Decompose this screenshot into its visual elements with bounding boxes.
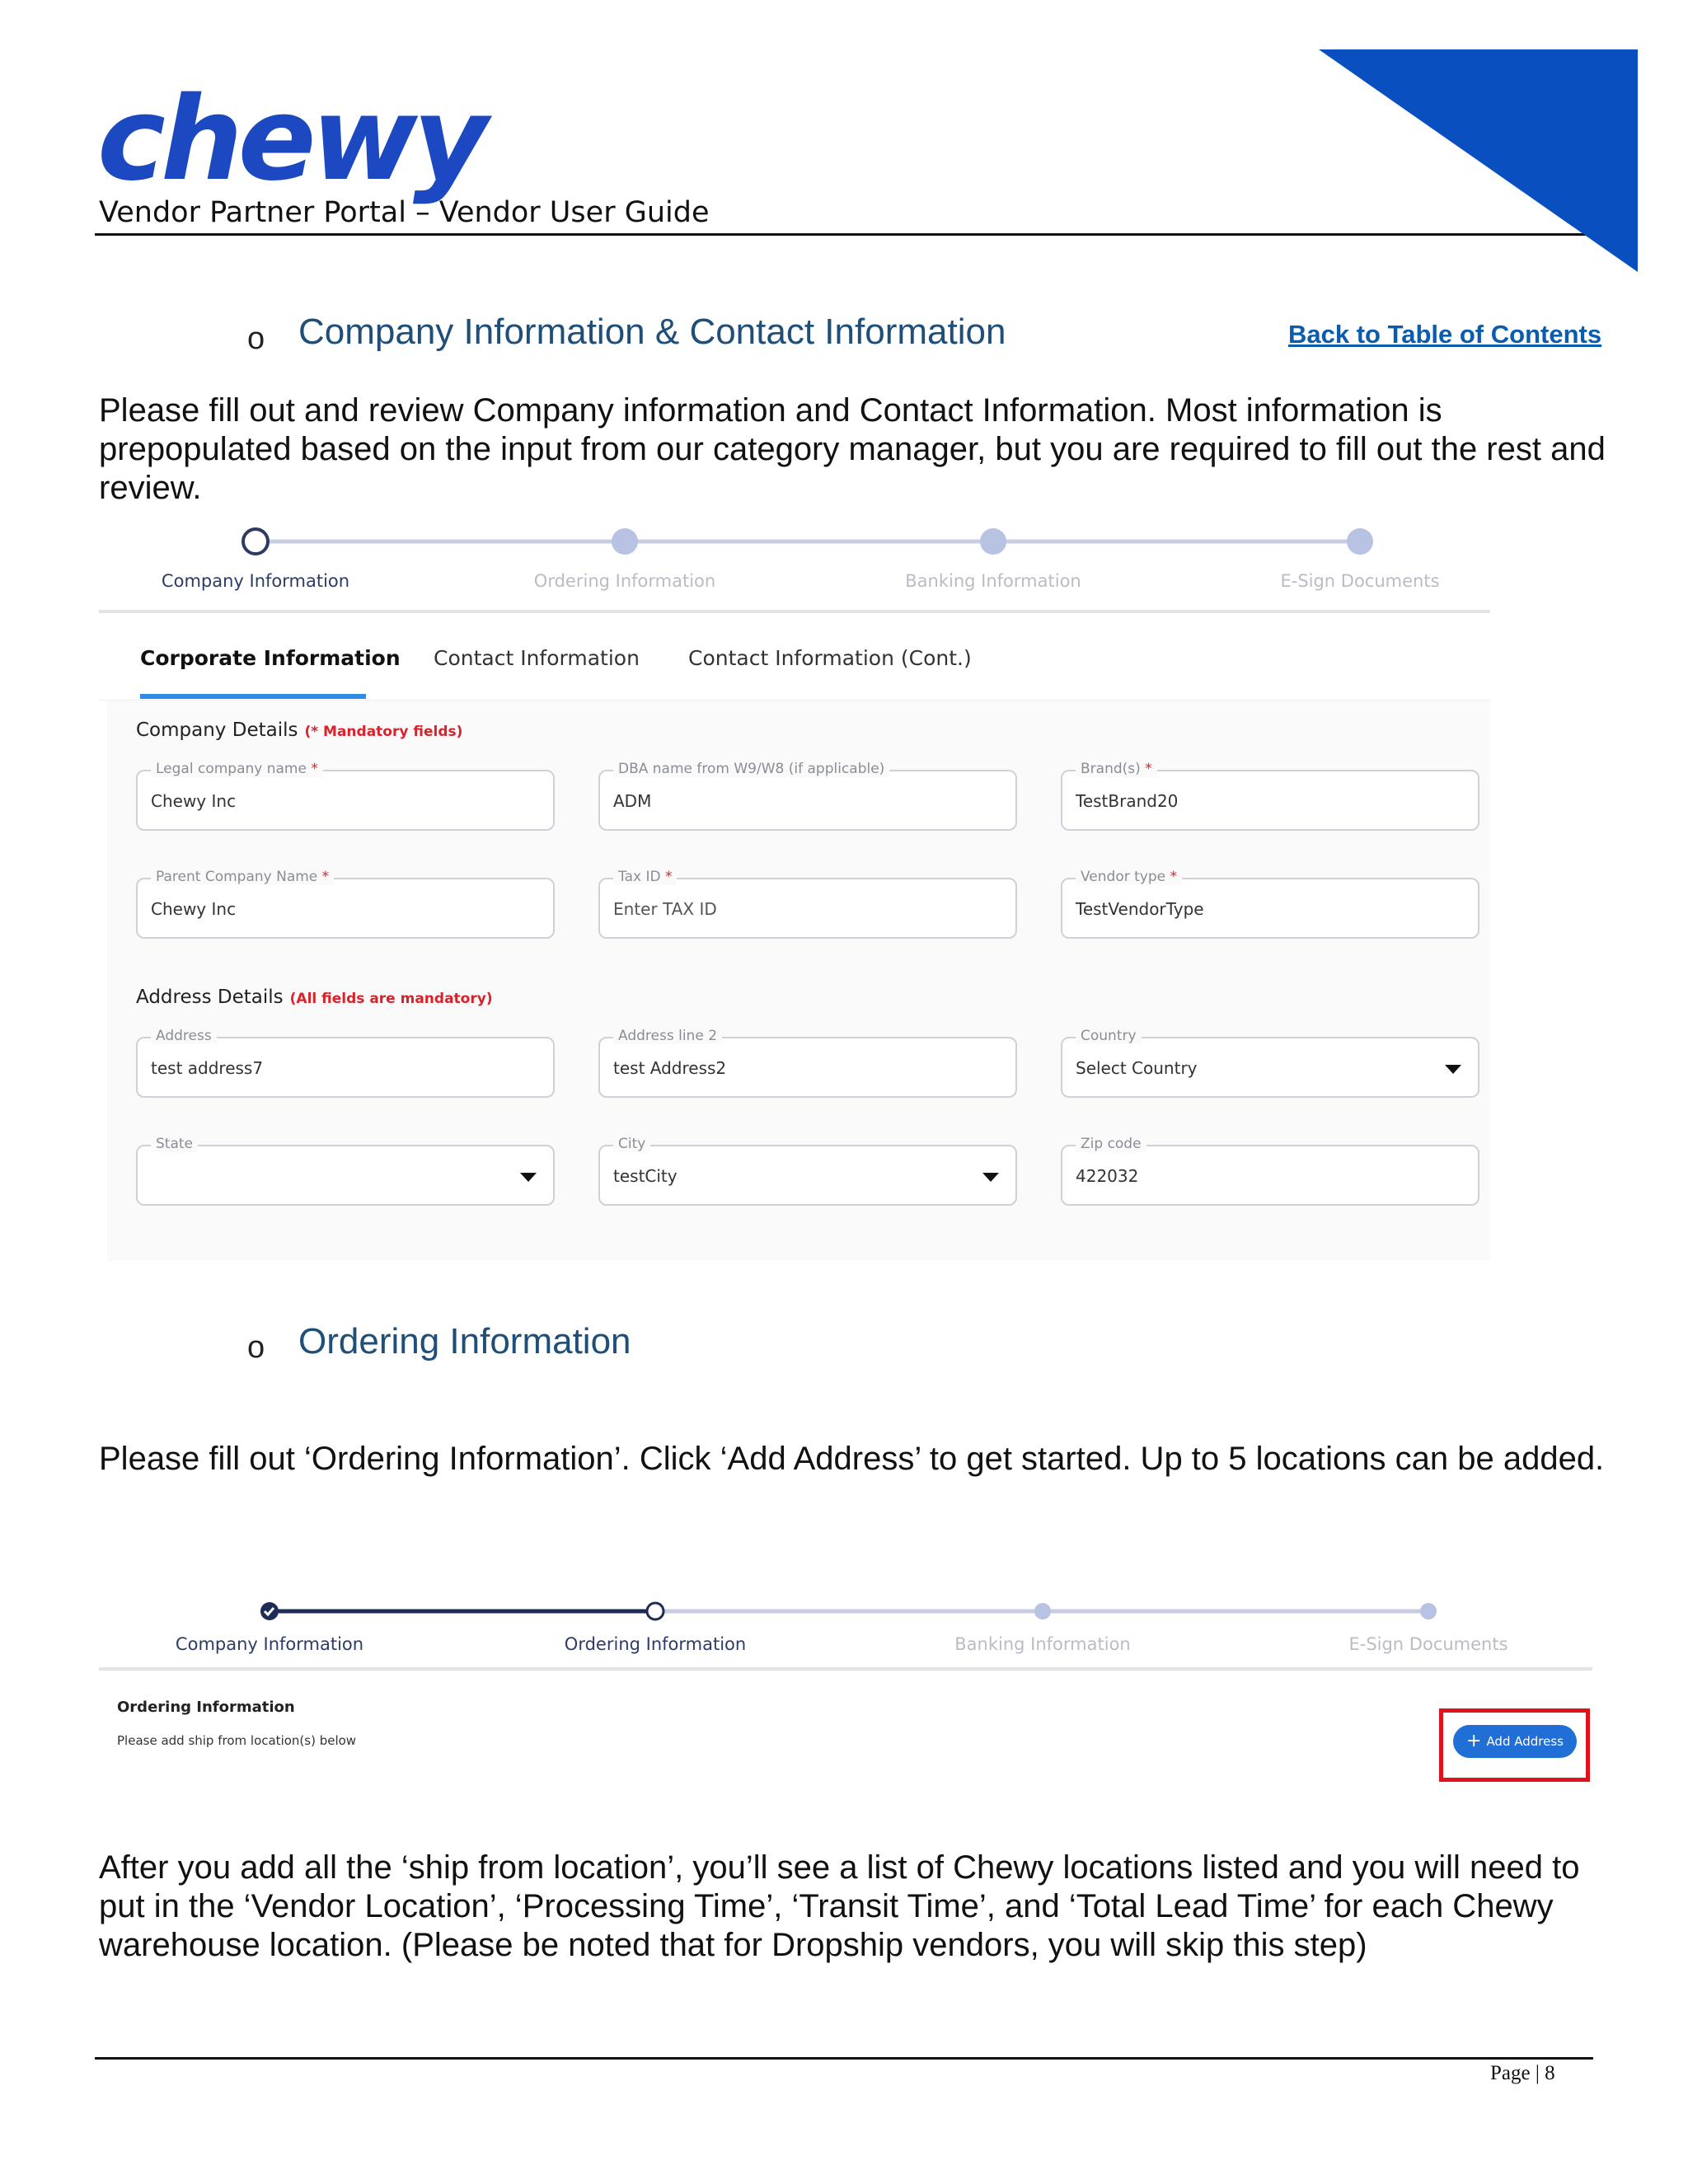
company-details-label: Company Details (136, 719, 298, 741)
mandatory-note: (* Mandatory fields) (304, 724, 463, 740)
dropdown-caret-icon (982, 1173, 999, 1182)
field-value: Chewy Inc (151, 899, 237, 919)
dropdown-caret-icon (1445, 1065, 1461, 1074)
vendor-type-field[interactable] (1061, 869, 1479, 939)
field-label: Vendor type (1081, 869, 1166, 885)
step-dot-current (647, 1603, 663, 1619)
field-label: Parent Company Name (156, 869, 318, 885)
company-details-title (136, 719, 462, 741)
all-mandatory-note: (All fields are mandatory) (289, 991, 493, 1007)
tab-corporate-information[interactable]: Corporate Information (140, 646, 401, 670)
corner-triangle (1319, 49, 1638, 272)
section-heading-ordering: Ordering Information (298, 1321, 631, 1361)
city-select[interactable] (598, 1136, 1017, 1206)
step-dot (1347, 528, 1373, 555)
step-label-banking[interactable]: Banking Information (954, 1634, 1131, 1654)
field-value: testCity (613, 1166, 678, 1186)
field-value: Chewy Inc (151, 791, 237, 811)
ordering-info-title: Ordering Information (117, 1699, 295, 1716)
screenshot-ordering (99, 1595, 1592, 1793)
field-label: Address (151, 1028, 217, 1044)
required-mark: * (311, 761, 318, 777)
chewy-logo: chewy (97, 73, 484, 207)
field-label: State (151, 1136, 198, 1152)
required-mark: * (664, 869, 673, 885)
active-tab-indicator (140, 694, 366, 699)
field-label: Country (1076, 1028, 1142, 1044)
step-label-ordering[interactable]: Ordering Information (564, 1634, 747, 1654)
required-mark: * (1145, 761, 1152, 777)
step-label-company[interactable]: Company Information (161, 571, 350, 591)
plus-icon: + (1466, 1731, 1482, 1751)
step-dot (1034, 1603, 1051, 1619)
field-value: TestVendorType (1076, 899, 1204, 919)
step-label-banking[interactable]: Banking Information (905, 571, 1081, 591)
step-dot-current (243, 529, 268, 554)
tab-bar (99, 610, 1490, 701)
field-label: DBA name from W9/W8 (if applicable) (618, 761, 885, 777)
step-dot (612, 528, 638, 555)
stepper (99, 1595, 1592, 1628)
step-label-esign[interactable]: E-Sign Documents (1280, 571, 1440, 591)
page-number: Page | 8 (1490, 2062, 1555, 2084)
field-value: Select Country (1076, 1058, 1198, 1078)
field-label: Legal company name (156, 761, 307, 777)
field-value: test address7 (151, 1058, 264, 1078)
footer-rule (95, 2057, 1593, 2060)
bullet: o (247, 321, 265, 356)
field-value: TestBrand20 (1076, 791, 1179, 811)
dba-name-field[interactable] (598, 761, 1017, 831)
state-select[interactable] (136, 1136, 555, 1206)
field-value: test Address2 (613, 1058, 727, 1078)
step-dot (1420, 1603, 1437, 1619)
tax-id-field[interactable] (598, 869, 1017, 939)
form-area (107, 701, 1490, 1261)
step-dot (980, 528, 1006, 555)
field-value: ADM (613, 791, 652, 811)
tab-contact-information-cont[interactable]: Contact Information (Cont.) (688, 646, 972, 670)
field-label: Tax ID (618, 869, 661, 885)
brands-field[interactable] (1061, 761, 1479, 831)
field-placeholder: Enter TAX ID (613, 899, 717, 919)
field-label: Address line 2 (613, 1028, 722, 1044)
screenshot-company-form (99, 519, 1492, 1261)
paragraph-ordering-intro: Please fill out ‘Ordering Information’. Click ‘Add Address’ to get started. Up to 5 locations can be added. (99, 1441, 1605, 1477)
field-label: City (613, 1136, 650, 1152)
bullet: o (247, 1330, 265, 1365)
step-label-company[interactable]: Company Information (175, 1634, 364, 1654)
parent-company-name-field[interactable] (136, 869, 555, 939)
add-address-label: Add Address (1486, 1734, 1564, 1749)
address-details-title (136, 987, 493, 1008)
country-select[interactable] (1061, 1028, 1479, 1098)
paragraph-company-intro: Please fill out and review Company information and Contact Information. Most information is prepopulated based on the input from our category manager, but you are required to fill out the rest and review. (99, 392, 1606, 506)
field-label: Brand(s) (1081, 761, 1141, 777)
paragraph-ship-from-locations: After you add all the ‘ship from location’, you’ll see a list of Chewy locations listed and you will need to put in the ‘Vendor Location’, ‘Processing Time’, ‘Transit Time’, and ‘Total Lead Time’ for each Chewy warehouse location. (Please be noted that for Dropship vendors, you will skip this step) (99, 1849, 1580, 1963)
field-label: Zip code (1076, 1136, 1146, 1152)
dropdown-caret-icon (520, 1173, 537, 1182)
legal-company-name-field[interactable] (136, 761, 555, 831)
section-heading-company: Company Information & Contact Information (298, 312, 1006, 352)
ordering-info-subtitle: Please add ship from location(s) below (117, 1733, 357, 1748)
tab-contact-information[interactable]: Contact Information (434, 646, 640, 670)
add-address-button[interactable] (1453, 1725, 1577, 1758)
step-label-ordering[interactable]: Ordering Information (533, 571, 716, 591)
back-to-toc-link[interactable]: Back to Table of Contents (1288, 320, 1602, 349)
step-label-esign[interactable]: E-Sign Documents (1348, 1634, 1508, 1654)
divider (99, 1667, 1592, 1671)
address-field[interactable] (136, 1028, 555, 1098)
address-details-label: Address Details (136, 987, 284, 1008)
zip-code-field[interactable] (1061, 1136, 1479, 1206)
required-mark: * (321, 869, 330, 885)
required-mark: * (1170, 869, 1178, 885)
address-line2-field[interactable] (598, 1028, 1017, 1098)
field-value: 422032 (1076, 1166, 1139, 1186)
stepper (99, 519, 1492, 560)
document-subtitle: Vendor Partner Portal – Vendor User Guide (99, 196, 710, 229)
